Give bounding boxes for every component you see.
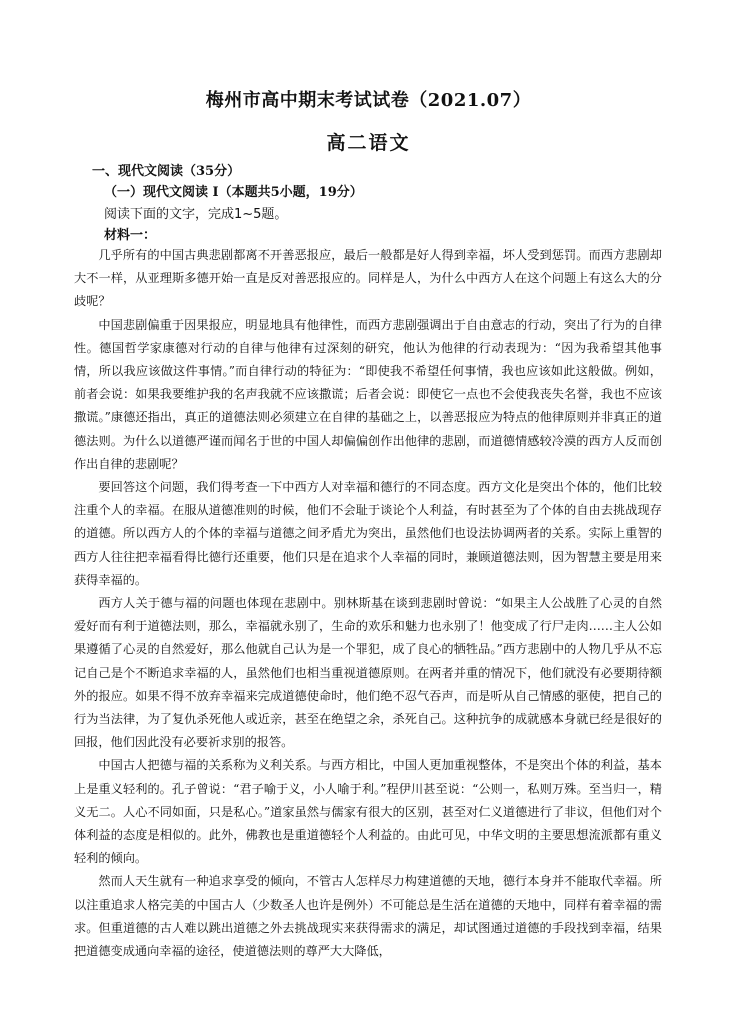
paragraph: 要回答这个问题，我们得考查一下中西方人对幸福和德行的不同态度。西方文化是突出个体的，他们比较注重个人的幸福。在服从道德准则的时候，他们不会耻于谈论个人利益，有时甚至为了个体的自由去挑战现存的道德。所以西方人的个体的幸福与道德之间矛盾尤为突出，虽然他们也设法协调两者的关系。实际上重智的西方人往往把幸福看得比德行还重要，他们只是在追求个人幸福的同时，兼顾道德法则，因为智慧主要是用来获得幸福的。	[74, 480, 662, 587]
paragraph: 中国古人把德与福的关系称为义利关系。与西方相比，中国人更加重视整体，不是突出个体的利益，基本上是重义轻利的。孔子曾说：“君子喻于义，小人喻于利。”程伊川甚至说：“公则一，私则万殊。至当归一，精义无二。人心不同如面，只是私心。”道家虽然与儒家有很大的区别，甚至对仁义道德进行了非议，但他们对个体利益的态度是相似的。此外，佛教也是重道德轻个人利益的。由此可见，中华文明的主要思想流派都有重义轻利的倾向。	[74, 758, 662, 866]
material-label: 材料一：	[104, 228, 157, 243]
reading-instruction: 阅读下面的文字，完成1~5题。	[104, 207, 288, 222]
paragraph: 然而人天生就有一种追求享受的倾向，不管古人怎样尽力构建道德的天地，德行本身并不能取代幸福。所以注重追求人格完美的中国古人（少数圣人也许是例外）不可能总是生活在道德的天地中，同样有着幸福的需求。但重道德的古人难以跳出道德之外去挑战现实来获得需求的满足，却试图通过道德的手段找到幸福，结果把道德变成通向幸福的途径，使道德法则的尊严大大降低，	[74, 874, 662, 959]
paragraph: 中国悲剧偏重于因果报应，明显地具有他律性，而西方悲剧强调出于自由意志的行动，突出了行为的自律性。德国哲学家康德对行动的自律与他律有过深刻的研究，他认为他律的行动表现为：“因为我希望其他事情，所以我应该做这件事情。”而自律行动的特征为：“即使我不希望任何事情，我也应该如此这般做。例如，前者会说：如果我要维护我的名声我就不应该撒谎；后者会说：即使它一点也不会使我丧失名誉，我也不应该撒谎。”康德还指出，真正的道德法则必须建立在自律的基础之上，以善恶报应为特点的他律原则并非真正的道德法则。为什么以道德严谨而闻名于世的中国人却偏偏创作出他律的悲剧，而道德情感较冷漠的西方人反而创作出自律的悲剧呢？	[74, 317, 662, 471]
paragraph: 几乎所有的中国古典悲剧都离不开善恶报应，最后一般都是好人得到幸福，坏人受到惩罚。而西方悲剧却大不一样，从亚理斯多德开始一直是反对善恶报应的。同样是人，为什么中西方人在这个问题上有这么大的分歧呢？	[74, 248, 662, 309]
exam-title: 梅州市高中期末考试试卷（2021.07）	[205, 90, 532, 111]
subsection-heading: （一）现代文阅读 I（本题共5小题，19分）	[104, 185, 363, 200]
exam-subject: 高二语文	[326, 132, 411, 154]
passage-body	[74, 244, 662, 963]
paragraph: 西方人关于德与福的问题也体现在悲剧中。别林斯基在谈到悲剧时曾说：“如果主人公战胜了心灵的自然爱好而有利于道德法则，那么，幸福就永别了，生命的欢乐和魅力也永别了！他变成了行尸走肉……主人公如果遵循了心灵的自然爱好，那么他就自己认为是一个罪犯，成了良心的牺牲品。”西方悲剧中的人物几乎从不忘记自己是个不断追求幸福的人，虽然他们也相当重视道德原则。在两者并重的情况下，他们就没有必要期待额外的报应。如果不得不放弃幸福来完成道德使命时，他们绝不忍气吞声，而是听从自己情感的驱使，把自己的行为当法律，为了复仇杀死他人或近亲，甚至在绝望之余，杀死自己。这种抗争的成就感本身就已经是很好的回报，他们因此没有必要祈求别的报答。	[74, 596, 662, 750]
section-heading: 一、现代文阅读（35分）	[92, 164, 241, 179]
